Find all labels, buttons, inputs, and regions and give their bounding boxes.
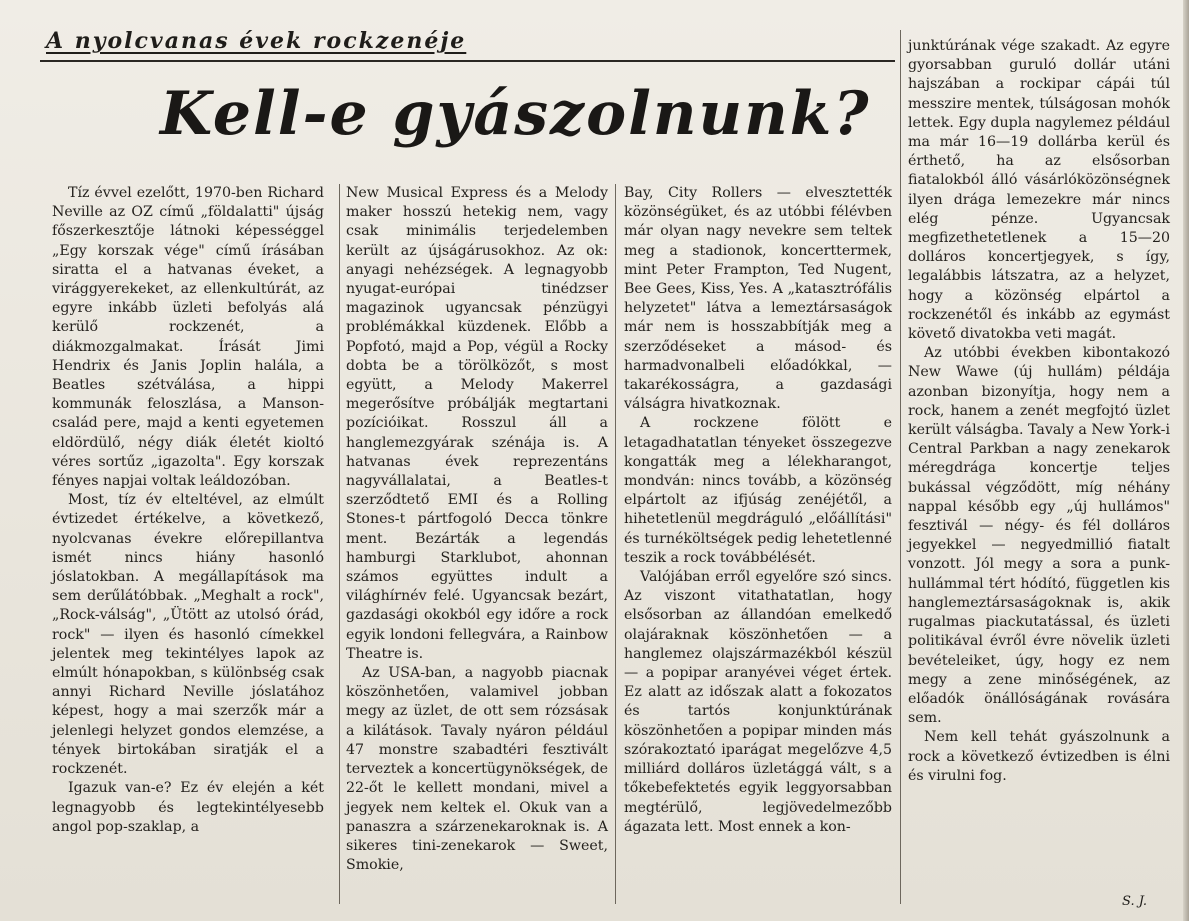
- article-column-2: [346, 184, 608, 875]
- paragraph: Az utóbbi években kibontakozó New Wawe (új hullám) példája azonban bizonyítja, hogy nem a rock, hanem a zenét megfojtó üzlet került válságba. Tavaly a New York-i Central Parkban a nagy zenekarok méregdrága koncertje teljes bukással végződött, míg néhány nappal később egy „új hullámos" fesztivál — négy- és fél dolláros jegyekkel — negyedmillió fiatalt vonzott. Jól megy a sora a punk-hullámmal tért hódító, független kis hanglemeztársaságoknak is, akik rugalmas piackutatással, és üzleti politikával évről évre növelik üzleti bevételeiket, úgy, hogy ez nem megy a zene minőségének, az előadók önállóságának rovására sem.: [908, 345, 1170, 727]
- article-column-3: [624, 184, 892, 837]
- paragraph: Bay, City Rollers — elvesztették közönségüket, és az utóbbi félévben már olyan nagy nevekre sem teltek meg a stadionok, koncerttermek, mint Peter Frampton, Ted Nugent, Bee Gees, Kiss, Yes. A „katasztrófális helyzetet" látva a lemeztársaságok már nem is hosszabbítják meg a szerződéseket a másod- és harmadvonalbeli előadókkal, — takarékosságra, a gazdasági válságra hivatkoznak.: [624, 185, 892, 413]
- paragraph: Valójában erről egyelőre szó sincs. Az viszont vitathatatlan, hogy elsősorban az állandóan emelkedő olajáraknak köszönhetően — a hanglemez olajszármazékból készül — a popipar aranyévei véget értek. Ez alatt az időszak alatt a fokozatos és tartós konjunktúrának köszönhetően a popipar minden más szórakoztató iparágat megelőzve 4,5 milliárd dolláros üzletággá vált, s a tőkebefektetés egyik leggyorsabban megtérülő, legjövedelmezőbb ágazata lett. Most ennek a kon-: [624, 569, 892, 835]
- page-edge: [1183, 0, 1189, 921]
- article-headline: Kell-e gyászolnunk?: [160, 79, 871, 149]
- article-column-4: [908, 37, 1170, 786]
- column-divider: [339, 184, 340, 904]
- paragraph: Nem kell tehát gyászolnunk a rock a következő évtizedben is élni és virulni fog.: [908, 729, 1170, 784]
- article-column-1: [52, 184, 324, 837]
- article-kicker: A nyolcvanas évek rockzenéje: [46, 28, 467, 54]
- paragraph: Az USA-ban, a nagyobb piacnak köszönhetően, valamivel jobban megy az üzlet, de ott sem rózsásak a kilátások. Tavaly nyáron például 47 monstre szabadtéri fesztivált terveztek a koncertügynökségek, de 22-őt le kellett mondani, mivel a jegyek nem keltek el. Okuk van a panaszra a szárzenekaroknak is. A sikeres tini-zenekarok — Sweet, Smokie,: [346, 665, 608, 874]
- header-rule: [40, 60, 895, 62]
- author-signature: S. J.: [1122, 894, 1148, 909]
- paragraph: A rockzene fölött e letagadhatatlan tényeket összegezve kongatták meg a lélekharangot, mondván: nincs tovább, a közönség elpártolt az ifjúság zenéjétől, a hihetetlenül megdráguló „előállítási" és turnéköltségek pedig lehetetlenné teszik a rock továbbélését.: [624, 415, 892, 566]
- paragraph: Tíz évvel ezelőtt, 1970-ben Richard Neville az OZ című „földalatti" újság főszerkesztője látnoki képességgel „Egy korszak vége" című írásában siratta el a hatvanas éveket, a virággyerekeket, az ellenkultúrát, az egyre inkább üzleti befolyás alá kerülő rockzenét, a diákmozgalmakat. Írását Jimi Hendrix és Janis Joplin halála, a Beatles szétválása, a hippi kommunák feloszlása, a Manson-család pere, majd a kenti egyetemen eldördülő, négy diák életét kioltó véres sortűz „igazolta". Egy korszak fényes napjai voltak leáldozóban.: [52, 185, 324, 490]
- column-divider: [900, 30, 901, 904]
- paragraph: Igazuk van-e? Ez év elején a két legnagyobb és legtekintélyesebb angol pop-szaklap, a: [52, 780, 324, 835]
- paragraph: junktúrának vége szakadt. Az egyre gyorsabban guruló dollár utáni hajszában a rockipar cápái túl messzire mentek, túlságosan mohók lettek. Egy dupla nagylemez például ma már 16—19 dollárba kerül és érthető, ha az elsősorban fiatalokból álló vásárlóközönségnek ilyen drága lemezekre már nincs elég pénze. Ugyancsak megfizethetetlenek a 15—20 dolláros koncertjegyek, s így, legalábbis látszatra, az a helyzet, hogy a közönség elpártol a rockzenétől és inkább az egymást követő divatokba veti magát.: [908, 38, 1170, 343]
- paragraph: Most, tíz év elteltével, az elmúlt évtizedet értékelve, a következő, nyolcvanas évekre előrepillantva ismét nincs hiány hasonló jóslatokban. A megállapítások ma sem derűlátóbbak. „Meghalt a rock", „Rock-válság", „Ütött az utolsó órád, rock" — ilyen és hasonló címekkel jelentek meg tekintélyes lapok az elmúlt hónapokban, s különbség csak annyi Richard Neville jóslatához képest, hogy a mai szerzők már a jelenlegi helyzet gondos elemzése, a tények birtokában siratják el a rockzenét.: [52, 492, 324, 778]
- paragraph: New Musical Express és a Melody maker hosszú hetekig nem, vagy csak minimális terjedelemben került az újságárusokhoz. Az ok: anyagi nehézségek. A legnagyobb nyugat-európai tinédzser magazinok ugyancsak pénzügyi problémákkal küzdenek. Előbb a Popfotó, majd a Pop, végül a Rocky dobta be a törölközőt, s most együtt, a Melody Makerrel megerősítve próbálják megtartani pozícióikat. Rosszul áll a hanglemezgyárak szénája is. A hatvanas évek reprezentáns nagyvállalatai, a Beatles-t szerződtető EMI és a Rolling Stones-t pártfogoló Decca tönkre ment. Bezárták a legendás hamburgi Starklubot, ahonnan számos együttes indult a világhírnév felé. Ugyancsak bezárt, gazdasági okokból egy időre a rock egyik londoni fellegvára, a Rainbow Theatre is.: [346, 185, 608, 662]
- column-divider: [615, 184, 616, 904]
